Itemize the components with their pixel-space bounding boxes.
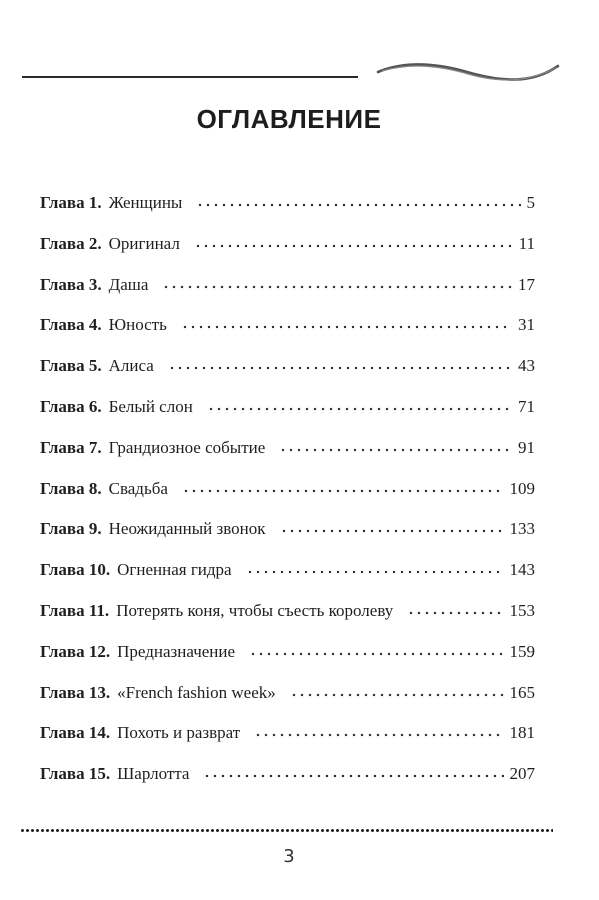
chapter-title: Грандиозное событие (108, 437, 266, 457)
dot-leader (280, 529, 504, 533)
chapter-page-number: 43 (518, 356, 535, 376)
chapter-title: Шарлотта (117, 764, 190, 784)
chapter-page-number: 133 (509, 519, 535, 539)
toc-entry (40, 312, 535, 353)
dot-leader (246, 570, 504, 574)
chapter-number: Глава 6. (40, 396, 102, 416)
toc-entry (40, 231, 535, 272)
toc-entry (40, 476, 535, 517)
dot-leader (181, 325, 512, 329)
page-title: ОГЛАВЛЕНИЕ (196, 104, 382, 134)
chapter-title: Огненная гидра (117, 560, 232, 580)
chapter-page-number: 71 (518, 396, 535, 416)
toc-entry (40, 680, 535, 721)
toc-entry (40, 435, 535, 476)
chapter-page-number: 31 (518, 315, 535, 335)
chapter-page-number: 91 (518, 437, 535, 457)
chapter-number: Глава 4. (40, 315, 102, 335)
chapter-number: Глава 10. (40, 560, 111, 580)
dot-leader (182, 489, 504, 493)
chapter-title: Свадьба (108, 478, 168, 498)
toc-entry (40, 598, 535, 639)
toc-entry (40, 272, 535, 313)
chapter-title: «French fashion week» (117, 682, 276, 702)
chapter-title: Женщины (108, 193, 183, 212)
chapter-number: Глава 7. (40, 437, 102, 457)
bottom-dotted-rule (20, 828, 553, 833)
table-of-contents (40, 190, 535, 802)
dot-leader (194, 244, 513, 248)
chapter-page-number: 181 (509, 723, 535, 743)
chapter-title: Юность (108, 315, 167, 335)
dot-leader (162, 285, 512, 289)
chapter-page-number: 143 (509, 560, 535, 580)
dot-leader (207, 407, 512, 411)
chapter-page-number: 159 (509, 641, 535, 661)
dot-leader (407, 611, 503, 615)
dot-leader (254, 733, 503, 737)
toc-entry (40, 394, 535, 435)
chapter-page-number: 17 (518, 274, 535, 294)
toc-entry (40, 190, 535, 231)
chapter-number: Глава 3. (40, 274, 102, 294)
toc-entry (40, 557, 535, 598)
toc-entry (40, 720, 535, 761)
chapter-page-number: 207 (509, 764, 535, 784)
dot-leader (196, 203, 520, 207)
chapter-page-number: 153 (509, 600, 535, 620)
chapter-title: Белый слон (108, 396, 193, 416)
dot-leader (279, 448, 512, 452)
page-number: 3 (283, 846, 295, 867)
chapter-number: Глава 13. (40, 682, 111, 702)
dot-leader (203, 774, 503, 778)
toc-entry (40, 516, 535, 557)
decorative-swash-icon (372, 58, 562, 92)
chapter-title: Даша (108, 274, 149, 294)
chapter-page-number: 109 (509, 478, 535, 498)
chapter-page-number: 165 (509, 682, 535, 702)
toc-entry (40, 761, 535, 802)
chapter-number: Глава 1. (40, 193, 102, 212)
chapter-number: Глава 9. (40, 519, 102, 539)
chapter-title: Алиса (108, 356, 154, 376)
toc-entry (40, 353, 535, 394)
chapter-number: Глава 5. (40, 356, 102, 376)
chapter-number: Глава 11. (40, 600, 110, 620)
chapter-title: Неожиданный звонок (108, 519, 266, 539)
chapter-number: Глава 14. (40, 723, 111, 743)
chapter-page-number: 5 (526, 193, 535, 212)
chapter-page-number: 11 (518, 233, 535, 253)
chapter-number: Глава 15. (40, 764, 111, 784)
chapter-title: Оригинал (108, 233, 180, 253)
top-rule (22, 76, 358, 78)
chapter-number: Глава 8. (40, 478, 102, 498)
dot-leader (249, 652, 503, 656)
dot-leader (168, 366, 512, 370)
chapter-title: Похоть и разврат (117, 723, 241, 743)
chapter-number: Глава 2. (40, 233, 102, 253)
chapter-number: Глава 12. (40, 641, 111, 661)
toc-entry (40, 639, 535, 680)
chapter-title: Потерять коня, чтобы съесть королеву (116, 600, 394, 620)
chapter-title: Предназначение (117, 641, 236, 661)
dot-leader (290, 693, 504, 697)
